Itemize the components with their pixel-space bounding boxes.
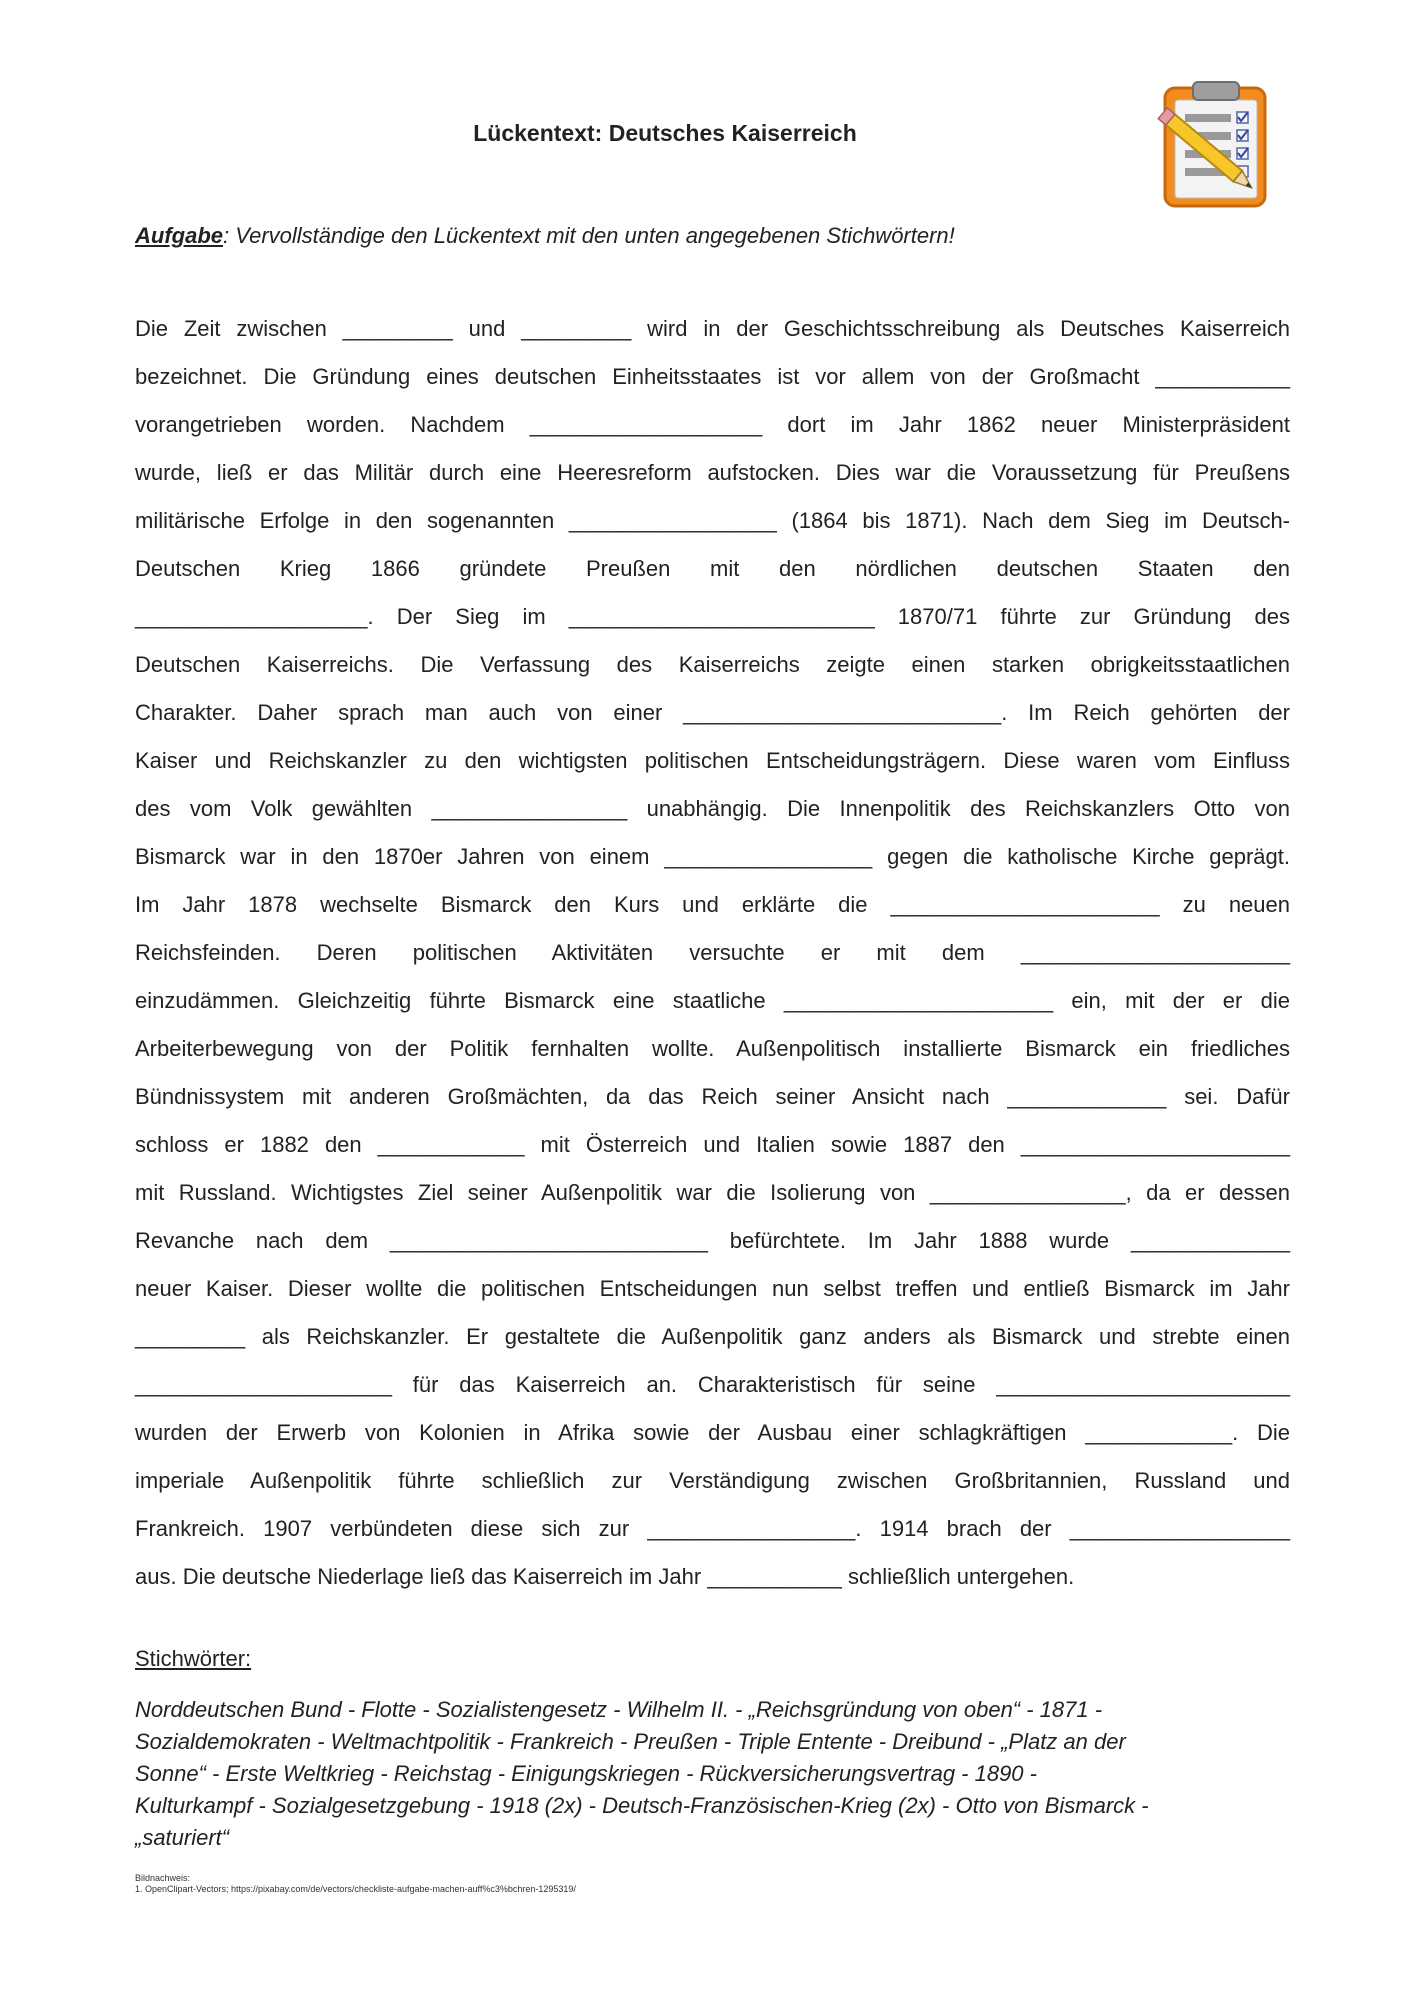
text-line: einzudämmen. Gleichzeitig führte Bismarck eine staatliche ______________________ ein, mit der er die xyxy=(135,988,1290,1013)
text-line: militärische Erfolge in den sogenannten _________________ (1864 bis 1871). Nach dem Sieg im Deutsch- xyxy=(135,508,1290,533)
text-line: Kaiser und Reichskanzler zu den wichtigsten politischen Entscheidungsträgern. Diese waren vom Einfluss xyxy=(135,748,1290,773)
text-line: Frankreich. 1907 verbündeten diese sich zur _________________. 1914 brach der __________________ xyxy=(135,1516,1290,1541)
text-line: Arbeiterbewegung von der Politik fernhalten wollte. Außenpolitisch installierte Bismarck ein friedliches xyxy=(135,1036,1290,1061)
credits-heading: Bildnachweis: xyxy=(135,1873,191,1883)
image-credits xyxy=(135,1873,576,1895)
cloze-text xyxy=(135,309,1290,1605)
text-line: schloss er 1882 den ____________ mit Österreich und Italien sowie 1887 den ______________________ xyxy=(135,1132,1290,1157)
text-line: imperiale Außenpolitik führte schließlich zur Verständigung zwischen Großbritannien, Russland und xyxy=(135,1468,1290,1493)
text-line: _________ als Reichskanzler. Er gestaltete die Außenpolitik ganz anders als Bismarck und strebte einen xyxy=(135,1324,1290,1349)
keywords-line: Norddeutschen Bund - Flotte - Sozialistengesetz - Wilhelm II. - „Reichsgründung von oben“ - 1871 - xyxy=(135,1697,1103,1722)
keywords-line: Sonne“ - Erste Weltkrieg - Reichstag - Einigungskriegen - Rückversicherungsvertrag - 1890 - xyxy=(135,1761,1037,1786)
text-line: vorangetrieben worden. Nachdem ___________________ dort im Jahr 1862 neuer Ministerpräsident xyxy=(135,412,1290,437)
text-line: bezeichnet. Die Gründung eines deutschen Einheitsstaates ist vor allem von der Großmacht ___________ xyxy=(135,364,1290,389)
text-line: ___________________. Der Sieg im _________________________ 1870/71 führte zur Gründung des xyxy=(135,604,1290,629)
text-line: Revanche nach dem __________________________ befürchtete. Im Jahr 1888 wurde _____________ xyxy=(135,1228,1290,1253)
task-instruction xyxy=(135,223,955,249)
text-line: Die Zeit zwischen _________ und _________ wird in der Geschichtsschreibung als Deutsches Kaiserreich xyxy=(135,316,1290,341)
text-line: Charakter. Daher sprach man auch von einer __________________________. Im Reich gehörten der xyxy=(135,700,1290,725)
text-line: aus. Die deutsche Niederlage ließ das Kaiserreich im Jahr ___________ schließlich untergehen. xyxy=(135,1564,1075,1589)
text-line: Deutschen Krieg 1866 gründete Preußen mit den nördlichen deutschen Staaten den xyxy=(135,556,1290,581)
text-line: neuer Kaiser. Dieser wollte die politischen Entscheidungen nun selbst treffen und entließ Bismarck im Jahr xyxy=(135,1276,1290,1301)
text-line: Deutschen Kaiserreichs. Die Verfassung des Kaiserreichs zeigte einen starken obrigkeitsstaatlichen xyxy=(135,652,1290,677)
text-line: Bismarck war in den 1870er Jahren von einem _________________ gegen die katholische Kirche geprägt. xyxy=(135,844,1290,869)
page-title: Lückentext: Deutsches Kaiserreich xyxy=(473,120,857,146)
clipboard-checklist-icon xyxy=(1145,80,1275,210)
text-line: _____________________ für das Kaiserreich an. Charakteristisch für seine ________________________ xyxy=(135,1372,1290,1397)
task-label: Aufgabe xyxy=(135,223,223,248)
text-line: Reichsfeinden. Deren politischen Aktivitäten versuchte er mit dem ______________________ xyxy=(135,940,1290,965)
credits-line: 1. OpenClipart-Vectors; https://pixabay.com/de/vectors/checkliste-aufgabe-machen-auff%c3%bchren-1295319/ xyxy=(135,1884,576,1894)
text-line: wurden der Erwerb von Kolonien in Afrika sowie der Ausbau einer schlagkräftigen ____________. Die xyxy=(135,1420,1290,1445)
text-line: Bündnissystem mit anderen Großmächten, da das Reich seiner Ansicht nach _____________ sei. Dafür xyxy=(135,1084,1290,1109)
text-line: wurde, ließ er das Militär durch eine Heeresreform aufstocken. Dies war die Voraussetzung für Preußens xyxy=(135,460,1290,485)
keywords-heading: Stichwörter: xyxy=(135,1646,252,1671)
keywords-line: Sozialdemokraten - Weltmachtpolitik - Frankreich - Preußen - Triple Entente - Dreibund - „Platz an der xyxy=(135,1729,1126,1754)
task-text: : Vervollständige den Lückentext mit den unten angegebenen Stichwörtern! xyxy=(223,223,955,248)
text-line: mit Russland. Wichtigstes Ziel seiner Außenpolitik war die Isolierung von ________________, da er dessen xyxy=(135,1180,1290,1205)
keywords-list xyxy=(135,1694,1295,1854)
text-line: des vom Volk gewählten ________________ unabhängig. Die Innenpolitik des Reichskanzlers Otto von xyxy=(135,796,1290,821)
text-line: Im Jahr 1878 wechselte Bismarck den Kurs und erklärte die ______________________ zu neuen xyxy=(135,892,1290,917)
keywords-line: Kulturkampf - Sozialgesetzgebung - 1918 (2x) - Deutsch-Französischen-Krieg (2x) - Otto von Bismarck - xyxy=(135,1793,1149,1818)
keywords-line: „saturiert“ xyxy=(135,1825,230,1850)
